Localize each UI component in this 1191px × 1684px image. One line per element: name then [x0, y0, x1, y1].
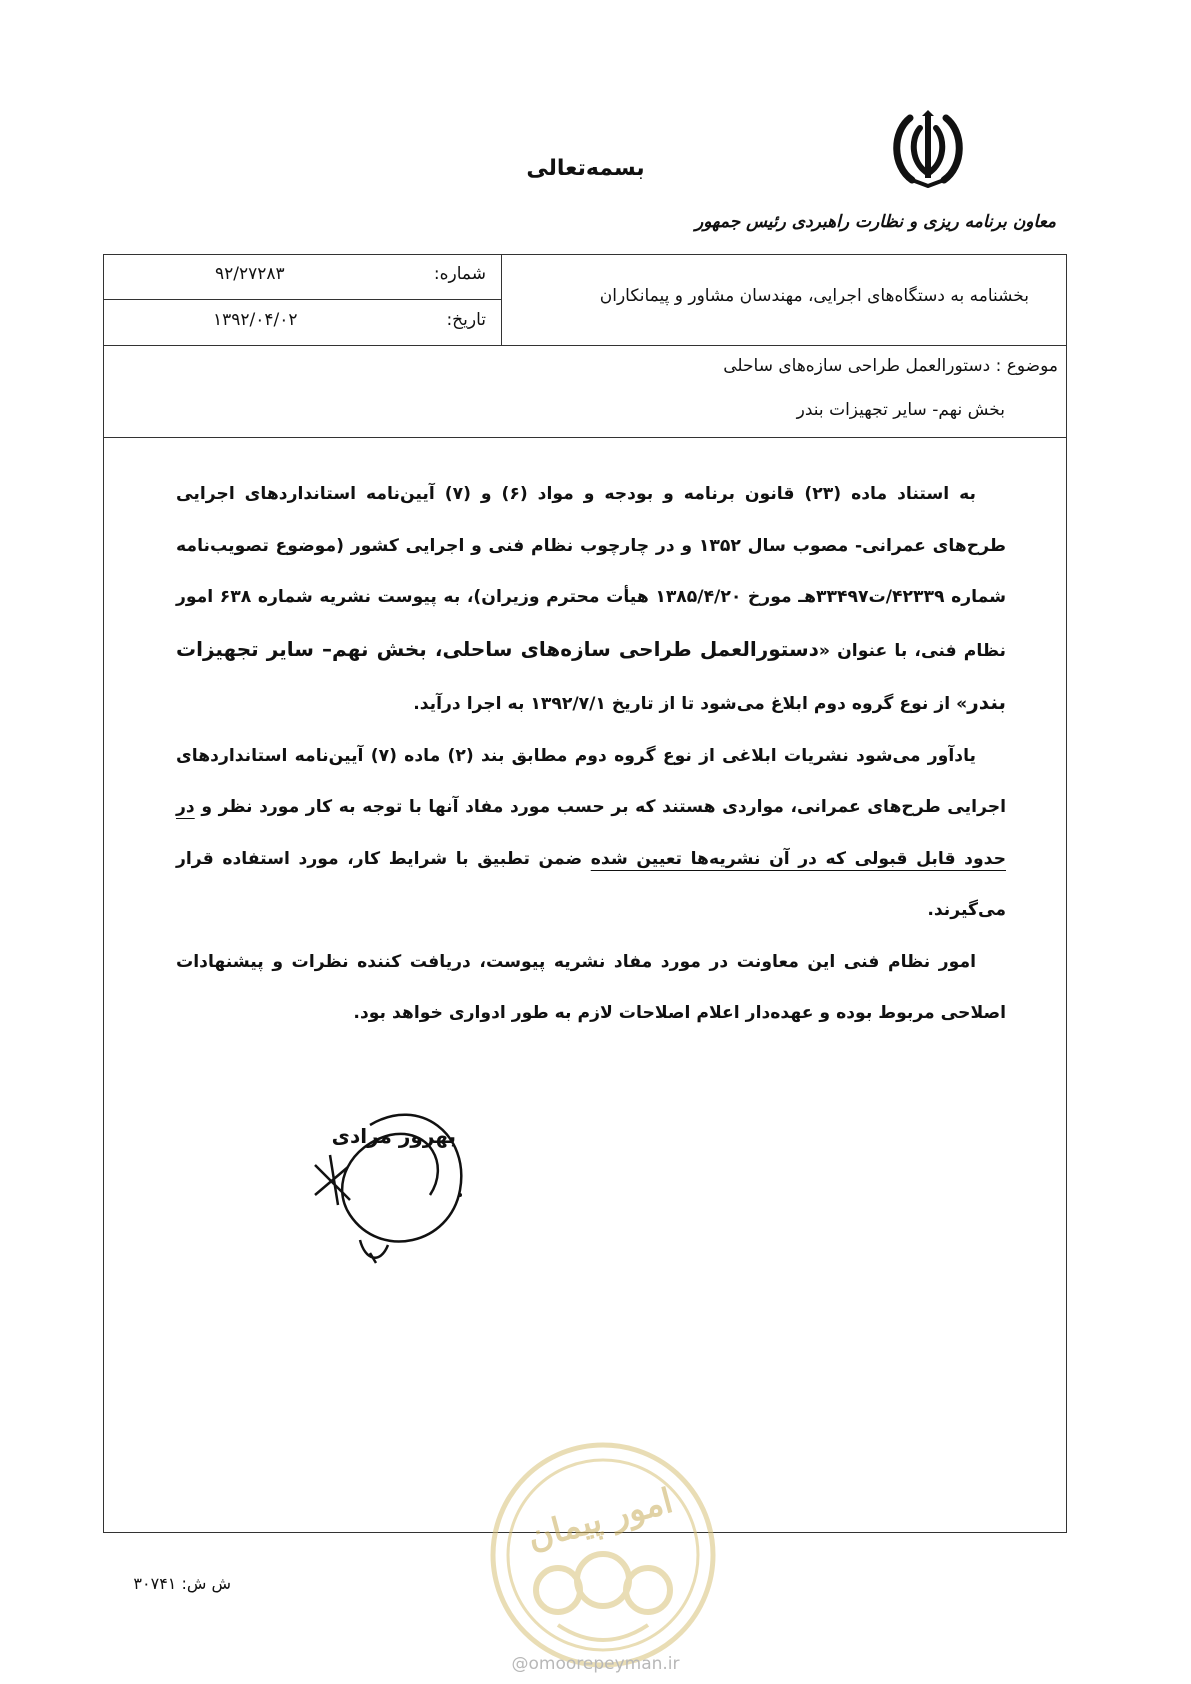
organization-name: معاون برنامه ریزی و نظارت راهبردی رئیس جمهور [695, 212, 1056, 232]
paragraph-3: امور نظام فنی این معاونت در مورد مفاد نشریه پیوست، دریافت کننده نظرات و پیشنهادات اصلاحی مربوط بوده و عهده‌دار اعلام اصلاحات لازم به طور ادواری خواهد بود. [176, 951, 1006, 1023]
letter-body [176, 469, 1006, 1040]
signatory-name: بهروز مرادی [331, 1124, 456, 1148]
paragraph-1: به استناد ماده (۲۳) قانون برنامه و بودجه و مواد (۶) و (۷) آیین‌نامه استانداردهای اجرایی طرح‌های عمرانی- مصوب سال ۱۳۵۲ و در چارچوب نظام فنی و اجرایی کشور (موضوع تصویب‌نامه شماره ۴۲۳۳۹/ت۳۳۴۹۷هـ مورخ ۱۳۸۵/۴/۲۰ هیأت محترم وزیران)، به پیوست نشریه شماره ۶۳۸ امور نظام فنی، با عنوان «دستورالعمل طراحی سازه‌های ساحلی، بخش نهم– سایر تجهیزات بندر» از نوع گروه دوم ابلاغ می‌شود تا از تاریخ ۱۳۹۲/۷/۱ به اجرا درآید. [176, 484, 1006, 714]
underlined-phrase: در حدود قابل قبولی که در آن نشریه‌ها تعیین شده [176, 797, 1006, 869]
subject-subline: بخش نهم- سایر تجهیزات بندر [796, 400, 1005, 420]
recipients-text: بخشنامه به دستگاه‌های اجرایی، مهندسان مشاور و پیمانکاران [599, 286, 1029, 306]
info-column-divider [501, 254, 502, 345]
handwritten-signature [310, 1095, 495, 1270]
publication-title: دستورالعمل طراحی سازه‌های ساحلی، بخش نهم– سایر تجهیزات بندر [176, 636, 1006, 714]
company-stamp [488, 1440, 718, 1670]
paragraph-2: یادآور می‌شود نشریات ابلاغی از نوع گروه دوم مطابق بند (۲) ماده (۷) آیین‌نامه استانداردهای اجرایی طرح‌های عمرانی، مواردی هستند که بر حسب مورد مفاد آنها با توجه به کار مورد نظر و در حدود قابل قبولی که در آن نشریه‌ها تعیین شده ضمن تطبیق با شرایط کار، مورد استفاده قرار می‌گیرند. [176, 745, 1006, 920]
header-divider [103, 345, 1067, 346]
bismillah-heading: بسمه‌تعالی [526, 156, 645, 181]
number-label: شماره: [433, 264, 486, 284]
subject-line: موضوع : دستورالعمل طراحی سازه‌های ساحلی [723, 356, 1058, 376]
subject-divider [103, 437, 1067, 438]
date-label: تاریخ: [446, 310, 486, 330]
reference-number: ش ش: ۳۰۷۴۱ [133, 1574, 231, 1593]
stamp-text: امور پیمان [523, 1480, 677, 1558]
number-value: ۹۲/۲۷۲۸۳ [215, 264, 285, 284]
number-date-divider [103, 299, 501, 300]
date-value: ۱۳۹۲/۰۴/۰۲ [213, 310, 298, 330]
website-watermark: @omoorepeyman.ir [511, 1654, 680, 1674]
